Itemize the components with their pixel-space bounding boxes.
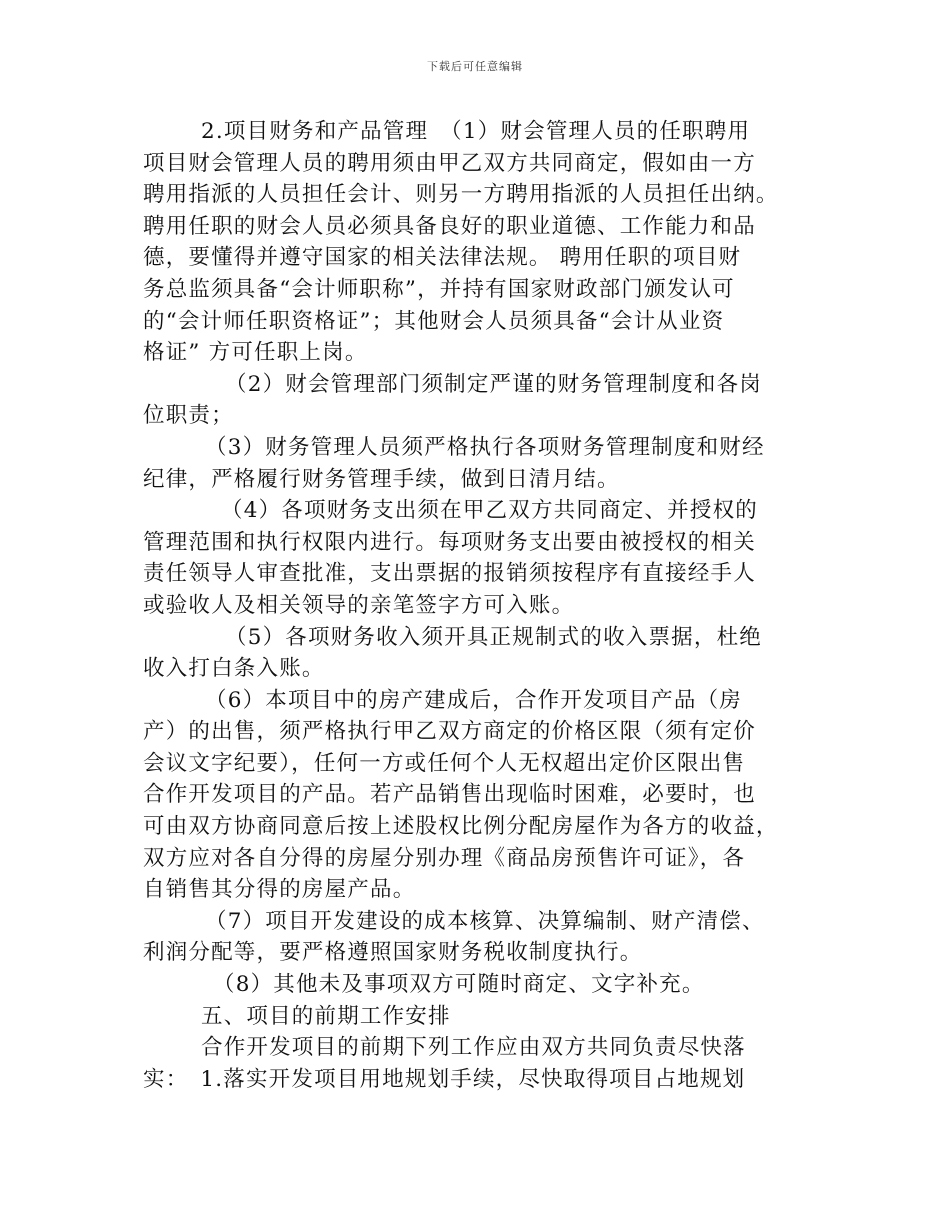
text-line: 务总监须具备“会计师职称”，并持有国家财政部门颁发认可 bbox=[143, 276, 735, 302]
text-line: 自销售其分得的房屋产品。 bbox=[143, 877, 416, 903]
text-line: 聘用指派的人员担任会计、则另一方聘用指派的人员担任出纳。 bbox=[143, 182, 779, 208]
text-line: 或验收人及相关领导的亲笔签字方可入账。 bbox=[143, 592, 575, 618]
text-line: 可由双方协商同意后按上述股权比例分配房屋作为各方的收益， bbox=[143, 814, 779, 840]
text-line: 管理范围和执行权限内进行。每项财务支出要由被授权的相关 bbox=[143, 529, 756, 555]
text-line: 的“会计师任职资格证”；其他财会人员须具备“会计从业资 bbox=[143, 308, 725, 334]
text-line: 格证” 方可任职上岗。 bbox=[143, 340, 368, 366]
text-line: 德，要懂得并遵守国家的相关法律法规。 聘用任职的项目财 bbox=[143, 245, 742, 271]
text-line: 五、项目的前期工作安排 bbox=[201, 1003, 451, 1029]
text-line: 责任领导人审查批准，支出票据的报销须按程序有直接经手人 bbox=[143, 561, 756, 587]
text-line: （8）其他未及事项双方可随时商定、文字补充。 bbox=[213, 972, 705, 998]
text-line: 聘用任职的财会人员必须具备良好的职业道德、工作能力和品 bbox=[143, 213, 756, 239]
text-line: （3）财务管理人员须严格执行各项财务管理制度和财经 bbox=[205, 434, 765, 460]
text-line: 双方应对各自分得的房屋分别办理《商品房预售许可证》，各 bbox=[143, 845, 746, 871]
text-line: 纪律，严格履行财务管理手续，做到日清月结。 bbox=[143, 466, 620, 492]
text-line: （6）本项目中的房产建成后，合作开发项目产品（房 bbox=[205, 687, 742, 713]
document-body bbox=[143, 116, 823, 1095]
text-line: （7）项目开发建设的成本核算、决算编制、财产清偿、 bbox=[205, 908, 765, 934]
text-line: 利润分配等，要严格遵照国家财务税收制度执行。 bbox=[143, 940, 643, 966]
text-line: 合作开发项目的前期下列工作应由双方共同负责尽快落 bbox=[201, 1035, 746, 1061]
text-line: 产）的出售，须严格执行甲乙双方商定的价格区限（须有定价 bbox=[143, 719, 756, 745]
text-line: 会议文字纪要），任何一方或任何个人无权超出定价区限出售 bbox=[143, 750, 746, 776]
text-line: （5）各项财务收入须开具正规制式的收入票据，杜绝 bbox=[225, 624, 762, 650]
text-line: 收入打白条入账。 bbox=[143, 656, 325, 682]
text-line: 合作开发项目的产品。若产品销售出现临时困难，必要时，也 bbox=[143, 782, 756, 808]
page-header: 下载后可任意编辑 bbox=[427, 60, 523, 73]
text-line: （4）各项财务支出须在甲乙双方共同商定、并授权的 bbox=[221, 498, 758, 524]
text-line: 2.项目财务和产品管理 （1）财会管理人员的任职聘用 bbox=[201, 119, 751, 144]
text-line: 实： 1.落实开发项目用地规划手续，尽快取得项目占地规划 bbox=[143, 1066, 746, 1092]
text-line: 位职责； bbox=[143, 403, 234, 429]
text-line: （2）财会管理部门须制定严谨的财务管理制度和各岗 bbox=[225, 371, 762, 397]
text-line: 项目财会管理人员的聘用须由甲乙双方共同商定，假如由一方 bbox=[143, 150, 756, 176]
